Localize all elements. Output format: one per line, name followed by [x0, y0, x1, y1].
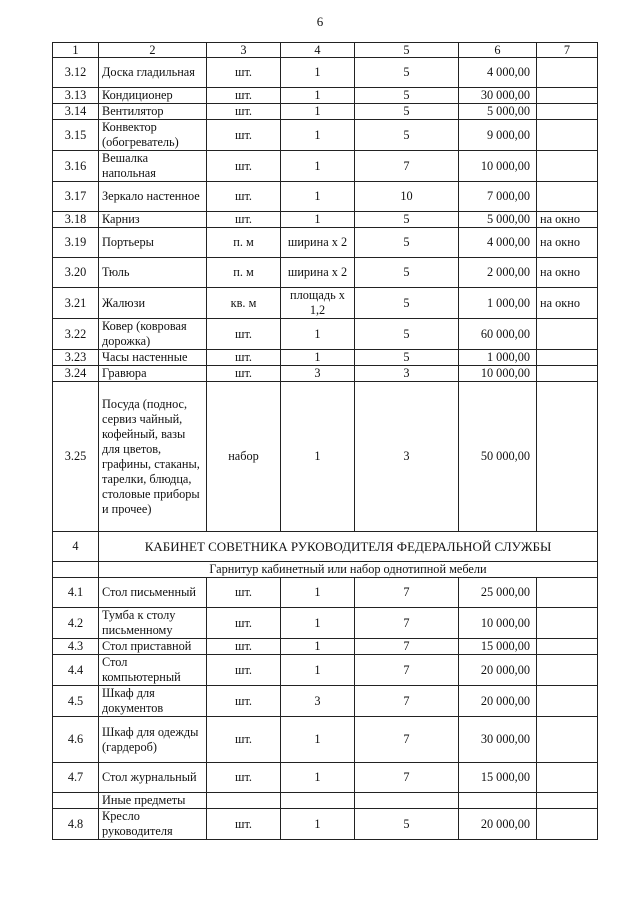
item-name-cell: Жалюзи: [99, 288, 207, 319]
item-number-cell: 4.5: [53, 686, 99, 717]
item-name-cell: Стол приставной: [99, 639, 207, 655]
column-header: 7: [537, 43, 598, 58]
table-row: [53, 382, 598, 532]
note-cell: [537, 382, 598, 532]
table-row: [53, 366, 598, 382]
note-cell: [537, 809, 598, 840]
table-row: [53, 655, 598, 686]
item-number-cell: 4.6: [53, 717, 99, 763]
item-number-cell: 4.1: [53, 578, 99, 608]
unit-cell: шт.: [207, 763, 281, 793]
note-cell: на окно: [537, 212, 598, 228]
column-header: 3: [207, 43, 281, 58]
unit-cell: шт.: [207, 809, 281, 840]
column-header: 4: [281, 43, 355, 58]
column-header: 2: [99, 43, 207, 58]
item-number-cell: 3.24: [53, 366, 99, 382]
item-number-cell: 3.18: [53, 212, 99, 228]
table-row: [53, 58, 598, 88]
table-row: [53, 228, 598, 258]
empty-cell: [281, 793, 355, 809]
column-header: 5: [355, 43, 459, 58]
quantity-cell: 1: [281, 88, 355, 104]
empty-cell: [355, 793, 459, 809]
service-life-cell: 5: [355, 58, 459, 88]
unit-cell: шт.: [207, 639, 281, 655]
subsection-title: Гарнитур кабинетный или набор однотипной мебели: [99, 562, 598, 578]
column-header: 6: [459, 43, 537, 58]
quantity-cell: ширина х 2: [281, 228, 355, 258]
item-number-cell: 3.20: [53, 258, 99, 288]
item-number-cell: 4.8: [53, 809, 99, 840]
quantity-cell: 1: [281, 319, 355, 350]
item-name-cell: Вешалка напольная: [99, 151, 207, 182]
item-number-cell: 3.16: [53, 151, 99, 182]
unit-cell: шт.: [207, 717, 281, 763]
price-cell: 25 000,00: [459, 578, 537, 608]
service-life-cell: 5: [355, 809, 459, 840]
quantity-cell: 1: [281, 104, 355, 120]
unit-cell: шт.: [207, 182, 281, 212]
table-row: [53, 809, 598, 840]
quantity-cell: 1: [281, 763, 355, 793]
section-title: КАБИНЕТ СОВЕТНИКА РУКОВОДИТЕЛЯ ФЕДЕРАЛЬНОЙ СЛУЖБЫ: [99, 532, 598, 562]
table-row: [53, 120, 598, 151]
quantity-cell: 1: [281, 809, 355, 840]
note-cell: [537, 182, 598, 212]
item-name-cell: Доска гладильная: [99, 58, 207, 88]
unit-cell: набор: [207, 382, 281, 532]
service-life-cell: 7: [355, 717, 459, 763]
unit-cell: п. м: [207, 258, 281, 288]
quantity-cell: 1: [281, 655, 355, 686]
quantity-cell: 1: [281, 120, 355, 151]
service-life-cell: 7: [355, 608, 459, 639]
column-number-row: [53, 43, 598, 58]
service-life-cell: 7: [355, 686, 459, 717]
note-cell: на окно: [537, 288, 598, 319]
note-cell: [537, 578, 598, 608]
price-cell: 2 000,00: [459, 258, 537, 288]
price-cell: 20 000,00: [459, 686, 537, 717]
item-number-cell: 3.15: [53, 120, 99, 151]
item-name-cell: Тюль: [99, 258, 207, 288]
item-number-cell: 3.14: [53, 104, 99, 120]
quantity-cell: площадь х 1,2: [281, 288, 355, 319]
price-cell: 20 000,00: [459, 655, 537, 686]
page-number: 6: [316, 14, 324, 29]
note-cell: [537, 608, 598, 639]
unit-cell: шт.: [207, 151, 281, 182]
item-number-cell: 3.21: [53, 288, 99, 319]
unit-cell: кв. м: [207, 288, 281, 319]
note-cell: [537, 686, 598, 717]
price-cell: 30 000,00: [459, 717, 537, 763]
price-cell: 15 000,00: [459, 639, 537, 655]
note-cell: [537, 58, 598, 88]
item-name-cell: Зеркало настенное: [99, 182, 207, 212]
item-number-cell: 3.19: [53, 228, 99, 258]
table-row: [53, 639, 598, 655]
note-cell: [537, 319, 598, 350]
price-cell: 1 000,00: [459, 350, 537, 366]
item-number-cell: 3.12: [53, 58, 99, 88]
note-cell: [537, 763, 598, 793]
price-cell: 9 000,00: [459, 120, 537, 151]
service-life-cell: 10: [355, 182, 459, 212]
item-name-cell: Посуда (поднос, сервиз чайный, кофейный, вазы для цветов, графины, стаканы, тарелки, блюдца, столовые приборы и прочее): [99, 382, 207, 532]
service-life-cell: 7: [355, 763, 459, 793]
service-life-cell: 3: [355, 382, 459, 532]
table-row: [53, 88, 598, 104]
empty-cell: [459, 793, 537, 809]
service-life-cell: 7: [355, 655, 459, 686]
unit-cell: шт.: [207, 686, 281, 717]
item-number-cell: 4.3: [53, 639, 99, 655]
note-cell: [537, 366, 598, 382]
quantity-cell: 1: [281, 212, 355, 228]
item-number-cell: 3.22: [53, 319, 99, 350]
price-cell: 30 000,00: [459, 88, 537, 104]
subsection-header-row: [53, 562, 598, 578]
item-name-cell: Стол компьютерный: [99, 655, 207, 686]
item-name-cell: Портьеры: [99, 228, 207, 258]
unit-cell: шт.: [207, 104, 281, 120]
item-name-cell: Конвектор (обогреватель): [99, 120, 207, 151]
item-name-cell: Кресло руководителя: [99, 809, 207, 840]
item-number-cell: 3.13: [53, 88, 99, 104]
table-row: [53, 288, 598, 319]
table-row: [53, 763, 598, 793]
service-life-cell: 5: [355, 288, 459, 319]
empty-cell: [53, 562, 99, 578]
note-cell: [537, 88, 598, 104]
note-cell: [537, 151, 598, 182]
item-number-cell: 4.2: [53, 608, 99, 639]
item-number-cell: 4.4: [53, 655, 99, 686]
quantity-cell: ширина х 2: [281, 258, 355, 288]
item-number-cell: 3.25: [53, 382, 99, 532]
unit-cell: шт.: [207, 319, 281, 350]
note-cell: [537, 717, 598, 763]
table-row: [53, 350, 598, 366]
quantity-cell: 1: [281, 182, 355, 212]
item-number-cell: 3.17: [53, 182, 99, 212]
table-row: [53, 578, 598, 608]
service-life-cell: 5: [355, 120, 459, 151]
empty-cell: [53, 793, 99, 809]
unit-cell: шт.: [207, 88, 281, 104]
empty-cell: [537, 793, 598, 809]
table-row: [53, 151, 598, 182]
unit-cell: шт.: [207, 366, 281, 382]
price-cell: 10 000,00: [459, 366, 537, 382]
table-row: [53, 717, 598, 763]
price-cell: 20 000,00: [459, 809, 537, 840]
unit-cell: шт.: [207, 120, 281, 151]
service-life-cell: 5: [355, 88, 459, 104]
price-cell: 15 000,00: [459, 763, 537, 793]
price-cell: 5 000,00: [459, 104, 537, 120]
section-number-cell: 4: [53, 532, 99, 562]
table-row: [53, 258, 598, 288]
group-header-row: [53, 793, 598, 809]
price-cell: 10 000,00: [459, 608, 537, 639]
quantity-cell: 1: [281, 608, 355, 639]
price-cell: 50 000,00: [459, 382, 537, 532]
price-cell: 4 000,00: [459, 58, 537, 88]
item-name-cell: Вентилятор: [99, 104, 207, 120]
item-name-cell: Ковер (ковровая дорожка): [99, 319, 207, 350]
quantity-cell: 1: [281, 58, 355, 88]
service-life-cell: 5: [355, 104, 459, 120]
item-number-cell: 4.7: [53, 763, 99, 793]
price-cell: 1 000,00: [459, 288, 537, 319]
service-life-cell: 7: [355, 639, 459, 655]
service-life-cell: 5: [355, 212, 459, 228]
unit-cell: шт.: [207, 350, 281, 366]
unit-cell: шт.: [207, 58, 281, 88]
quantity-cell: 1: [281, 717, 355, 763]
item-name-cell: Шкаф для одежды (гардероб): [99, 717, 207, 763]
quantity-cell: 3: [281, 366, 355, 382]
item-number-cell: 3.23: [53, 350, 99, 366]
quantity-cell: 1: [281, 350, 355, 366]
unit-cell: шт.: [207, 608, 281, 639]
section-header-row: [53, 532, 598, 562]
item-name-cell: Гравюра: [99, 366, 207, 382]
quantity-cell: 1: [281, 639, 355, 655]
service-life-cell: 5: [355, 228, 459, 258]
item-name-cell: Стол письменный: [99, 578, 207, 608]
price-cell: 4 000,00: [459, 228, 537, 258]
table-row: [53, 608, 598, 639]
table-row: [53, 182, 598, 212]
service-life-cell: 5: [355, 319, 459, 350]
table-row: [53, 319, 598, 350]
unit-cell: п. м: [207, 228, 281, 258]
service-life-cell: 7: [355, 578, 459, 608]
note-cell: на окно: [537, 228, 598, 258]
table-row: [53, 104, 598, 120]
unit-cell: шт.: [207, 578, 281, 608]
furniture-norms-table: [52, 42, 598, 840]
service-life-cell: 7: [355, 151, 459, 182]
unit-cell: шт.: [207, 212, 281, 228]
service-life-cell: 3: [355, 366, 459, 382]
service-life-cell: 5: [355, 258, 459, 288]
unit-cell: шт.: [207, 655, 281, 686]
item-name-cell: Шкаф для документов: [99, 686, 207, 717]
item-name-cell: Стол журнальный: [99, 763, 207, 793]
price-cell: 60 000,00: [459, 319, 537, 350]
item-name-cell: Кондиционер: [99, 88, 207, 104]
item-name-cell: Карниз: [99, 212, 207, 228]
note-cell: [537, 350, 598, 366]
service-life-cell: 5: [355, 350, 459, 366]
table-row: [53, 212, 598, 228]
note-cell: на окно: [537, 258, 598, 288]
item-name-cell: Часы настенные: [99, 350, 207, 366]
price-cell: 5 000,00: [459, 212, 537, 228]
price-cell: 7 000,00: [459, 182, 537, 212]
group-title: Иные предметы: [99, 793, 207, 809]
note-cell: [537, 655, 598, 686]
quantity-cell: 1: [281, 151, 355, 182]
note-cell: [537, 639, 598, 655]
column-header: 1: [53, 43, 99, 58]
price-cell: 10 000,00: [459, 151, 537, 182]
item-name-cell: Тумба к столу письменному: [99, 608, 207, 639]
empty-cell: [207, 793, 281, 809]
table-row: [53, 686, 598, 717]
note-cell: [537, 120, 598, 151]
quantity-cell: 1: [281, 578, 355, 608]
quantity-cell: 3: [281, 686, 355, 717]
note-cell: [537, 104, 598, 120]
quantity-cell: 1: [281, 382, 355, 532]
